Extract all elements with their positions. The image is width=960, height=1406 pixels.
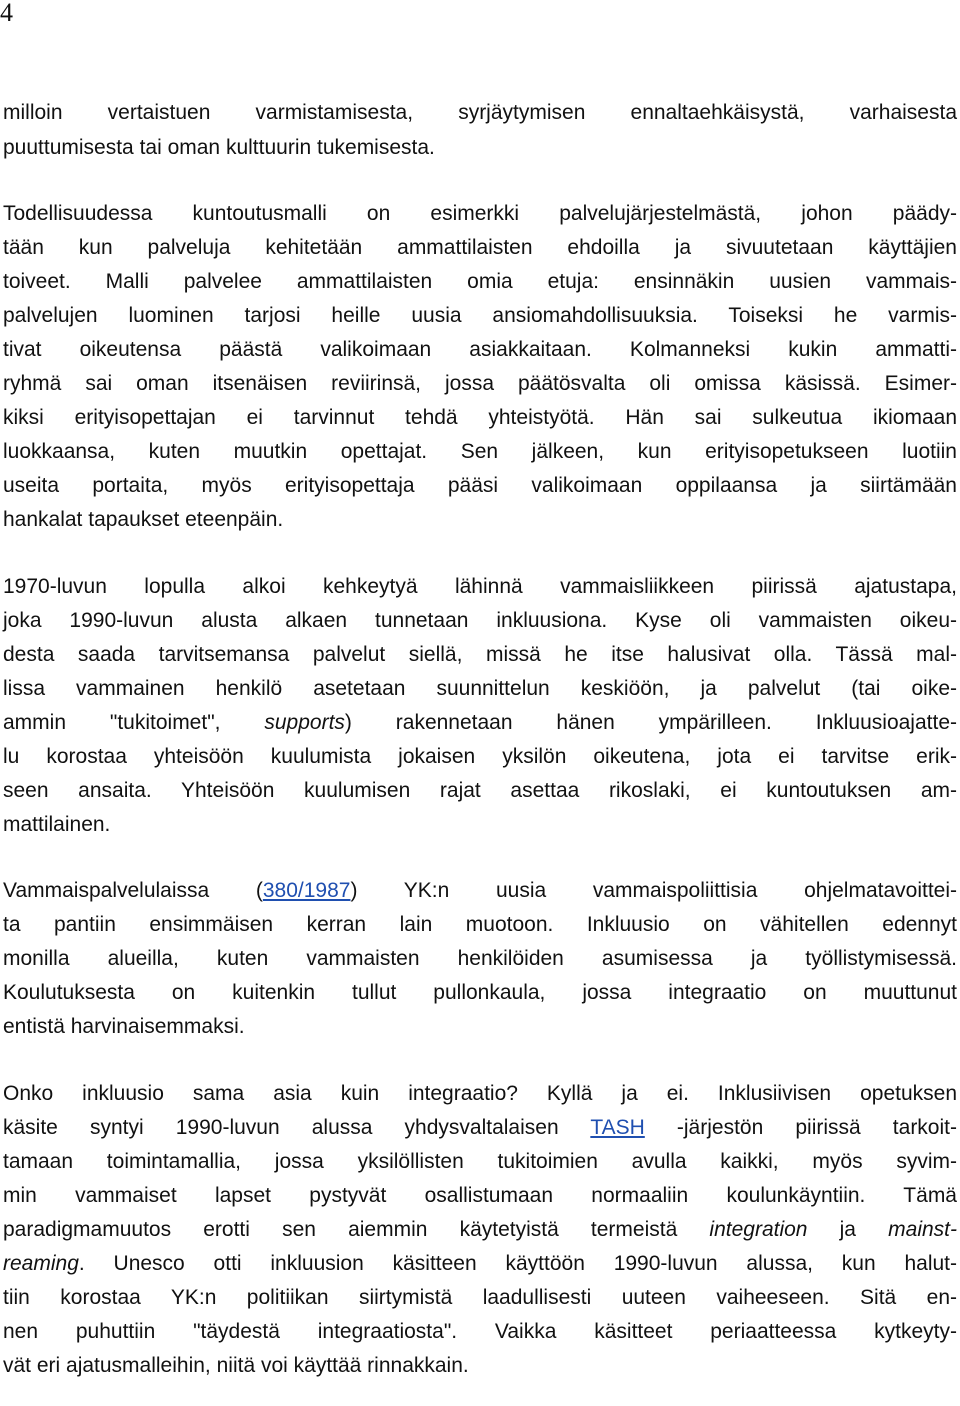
text-run: ammin "tukitoimet",: [3, 711, 265, 734]
text-line: tään kun palveluja kehitetään ammattilaisten ehdoilla ja sivuutetaan käyttäjien: [3, 236, 957, 259]
text-line: toiveet. Malli palvelee ammattilaisten omia etuja: ensinnäkin uusien vammais-: [3, 270, 957, 293]
text-line: mattilainen.: [3, 813, 111, 836]
text-run: . Unesco otti inkluusion käsitteen käyttöön 1990-luvun alussa, kun halut-: [78, 1252, 957, 1275]
text-line: palvelujen luominen tarjosi heille uusia ansiomahdollisuuksia. Toiseksi he varmis-: [3, 304, 957, 327]
text-run: ) YK:n uusia vammaispoliittisia ohjelmatavoittei-: [350, 879, 957, 902]
text-run: -järjestön piirissä tarkoit-: [644, 1116, 957, 1139]
text-line: seen ansaita. Yhteisöön kuulumisen rajat asettaa rikoslaki, ei kuntoutuksen am-: [3, 779, 957, 802]
text-run: käsite syntyi 1990-luvun alussa yhdysvaltalaisen: [3, 1116, 591, 1139]
text-line: luokkaansa, kuten muutkin opettajat. Sen jälkeen, kun erityisopetukseen luotiin: [3, 440, 957, 463]
text-line: entistä harvinaisemmaksi.: [3, 1015, 245, 1038]
text-line: lissa vammainen henkilö asetetaan suunnittelun keskiöön, ja palvelut (tai oike-: [3, 677, 957, 700]
text-line: desta saada tarvitsemansa palvelut siellä, missä he itse halusivat olla. Tässä mal-: [3, 643, 957, 666]
text-line: Todellisuudessa kuntoutusmalli on esimerkki palvelujärjestelmästä, johon päädy-: [3, 202, 957, 225]
text-line: [3, 1249, 957, 1279]
text-run: Vammaispalvelulaissa (: [3, 879, 263, 902]
text-line: [3, 1113, 957, 1143]
text-line: kiksi erityisopettajan ei tarvinnut tehdä yhteistyötä. Hän sai sulkeutua ikiomaan: [3, 406, 957, 429]
text-line: Koulutuksesta on kuitenkin tullut pullonkaula, jossa integraatio on muuttunut: [3, 981, 957, 1004]
text-line: tiin korostaa YK:n politiikan siirtymistä laadullisesti uuteen vaiheeseen. Sitä en-: [3, 1286, 957, 1309]
text-run: ) rakennetaan hänen ympärilleen. Inkluusioajatte-: [344, 711, 957, 734]
text-line: [3, 708, 957, 738]
page-number: 4: [0, 0, 13, 27]
text-line: ta pantiin ensimmäisen kerran lain muotoon. Inkluusio on vähitellen edennyt: [3, 913, 957, 936]
italic-term-mainstreaming: mainst-: [888, 1218, 957, 1241]
text-line: useita portaita, myös erityisopettaja pääsi valikoimaan oppilaansa ja siirtämään: [3, 474, 957, 497]
text-line: [3, 1215, 957, 1245]
text-line: joka 1990-luvun alusta alkaen tunnetaan inkluusiona. Kyse oli vammaisten oikeu-: [3, 609, 957, 632]
italic-term-integration: integration: [709, 1218, 808, 1241]
text-line: nen puhuttiin "täydestä integraatiosta". Vaikka käsitteet periaatteessa kytkeyty-: [3, 1320, 957, 1343]
italic-term-supports: supports: [264, 711, 345, 734]
text-line: lu korostaa yhteisöön kuulumista jokaisen yksilön oikeutena, jota ei tarvitse erik-: [3, 745, 957, 768]
text-line: milloin vertaistuen varmistamisesta, syrjäytymisen ennaltaehkäisystä, varhaisesta: [3, 101, 957, 124]
text-run: ja: [807, 1218, 889, 1241]
text-line: Onko inkluusio sama asia kuin integraatio? Kyllä ja ei. Inklusiivisen opetuksen: [3, 1082, 957, 1105]
text-line: tamaan toimintamallia, jossa yksilöllisten tukitoimien avulla kaikki, myös syvim-: [3, 1150, 957, 1173]
italic-term-mainstreaming: reaming: [3, 1252, 79, 1275]
law-reference-link[interactable]: 380/1987: [262, 879, 351, 902]
text-run: paradigmamuutos erotti sen aiemmin käytetyistä termeistä: [3, 1218, 710, 1241]
text-line: min vammaiset lapset pystyvät osallistumaan normaaliin koulunkäyntiin. Tämä: [3, 1184, 957, 1207]
text-line: 1970-luvun lopulla alkoi kehkeytyä lähinnä vammaisliikkeen piirissä ajatustapa,: [3, 575, 957, 598]
text-line: monilla alueilla, kuten vammaisten henkilöiden asumisessa ja työllistymisessä.: [3, 947, 957, 970]
text-line: ryhmä sai oman itsenäisen reviirinsä, jossa päätösvalta oli omissa käsissä. Esimer-: [3, 372, 957, 395]
tash-link[interactable]: TASH: [590, 1116, 645, 1139]
text-line: vät eri ajatusmalleihin, niitä voi käyttää rinnakkain.: [3, 1354, 469, 1377]
text-line: [3, 876, 957, 906]
text-line: puuttumisesta tai oman kulttuurin tukemisesta.: [3, 136, 435, 159]
text-line: hankalat tapaukset eteenpäin.: [3, 508, 284, 531]
text-line: tivat oikeutensa päästä valikoimaan asiakkaitaan. Kolmanneksi kukin ammatti-: [3, 338, 957, 361]
